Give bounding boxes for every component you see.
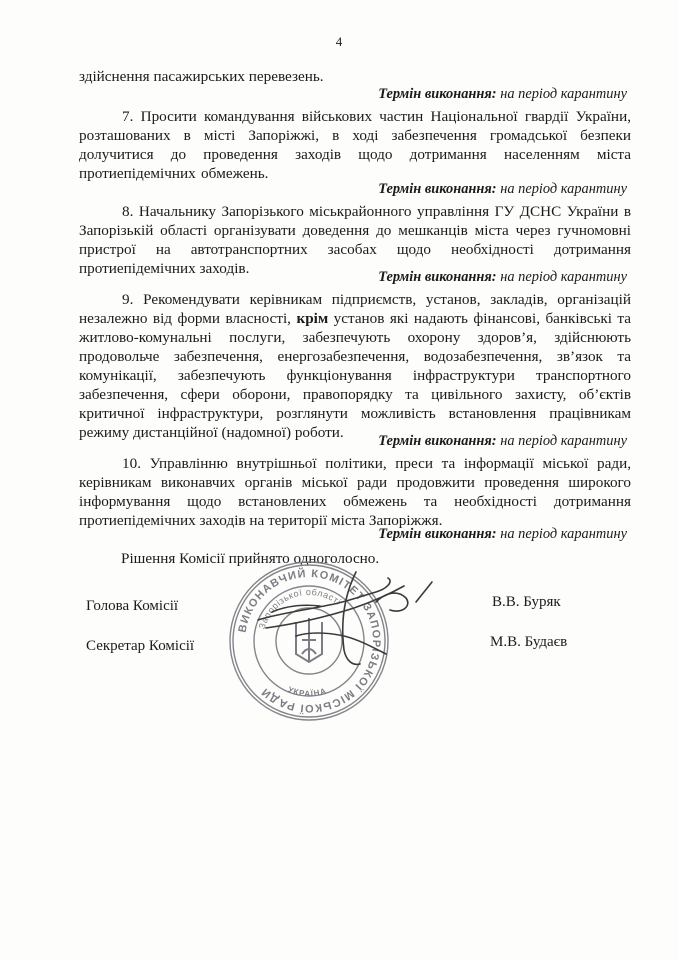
item-10: 10. Управлінню внутрішньої політики, преси та інформації міської ради, керівникам виконавчих органів міської ради продовжити проведення широкого інформування щодо встановлених обмежень та необхідності дотримання протиепідемічних заходів на території міста Запоріжжя. xyxy=(79,455,631,529)
item-7: 7. Просити командування військових частин Національної гвардії України, розташованих в місті Запоріжжі, в ході забезпечення громадської безпеки долучитися до проведення заходів щодо дотримання населенням міста протиепідемічних обмежень. xyxy=(79,108,631,182)
term-value: на період карантину xyxy=(500,86,627,102)
term-line-7 xyxy=(79,180,627,198)
signature xyxy=(236,562,436,672)
seal-outer-text: ВИКОНАВЧИЙ КОМІТЕТ ЗАПОРІЗЬКОЇ МІСЬКОЇ РАДИ xyxy=(236,567,383,715)
term-line-10 xyxy=(79,525,627,543)
secretary-label: Секретар Комісії xyxy=(86,638,195,654)
item-9-text-a: 9. Рекомендувати керівникам підприємств, установ, закладів, організацій незалежно від форми власності, xyxy=(79,291,631,327)
term-value: на період карантину xyxy=(500,526,627,542)
term-label: Термін виконання: xyxy=(378,526,497,542)
continued-line: здійснення пасажирських перевезень. xyxy=(79,68,324,85)
item-8: 8. Начальнику Запорізького міськрайонного управління ГУ ДСНС України в Запорізькій області організувати доведення до мешканців міста через гучномовні пристрої на автотранспортних засобах щодо необхідності дотримання протиепідемічних заходів. xyxy=(79,203,631,277)
chair-name: В.В. Буряк xyxy=(492,594,561,610)
term-label: Термін виконання: xyxy=(378,269,497,285)
term-label: Термін виконання: xyxy=(378,181,497,197)
item-9-text-b: установ які надають фінансові, банківські та житлово-комунальні послуги, забезпечують охорону здоров’я, здійснюють продовольче забезпечення, енергозабезпечення, водозабезпечення, зв’язок та комунікації, забезпечують функціонування інфраструктури транспортного забезпечення, сфери оборони, правопорядку та цивільного захисту, об’єктів критичної інфраструктури, розглянути можливість встановлення працівникам режиму дистанційної (надомної) роботи. xyxy=(79,310,631,441)
decision-line: Рішення Комісії прийнято одноголосно. xyxy=(121,550,380,567)
term-value: на період карантину xyxy=(500,433,627,449)
term-line-9 xyxy=(79,432,627,450)
term-line-6 xyxy=(79,85,627,103)
secretary-name: М.В. Будаєв xyxy=(490,634,568,650)
svg-text:УКРАЇНА xyxy=(287,685,328,698)
term-label: Термін виконання: xyxy=(378,86,497,102)
term-label: Термін виконання: xyxy=(378,433,497,449)
term-value: на період карантину xyxy=(500,181,627,197)
seal-inner-text: Запорізької області xyxy=(256,586,344,631)
page-number: 4 xyxy=(335,34,343,49)
seal-bottom-text: УКРАЇНА xyxy=(286,684,328,699)
item-9 xyxy=(79,290,631,442)
item-9-bold-word: крім xyxy=(296,310,329,327)
term-line-8 xyxy=(79,268,627,286)
term-value: на період карантину xyxy=(500,269,627,285)
chair-label: Голова Комісії xyxy=(86,598,179,614)
